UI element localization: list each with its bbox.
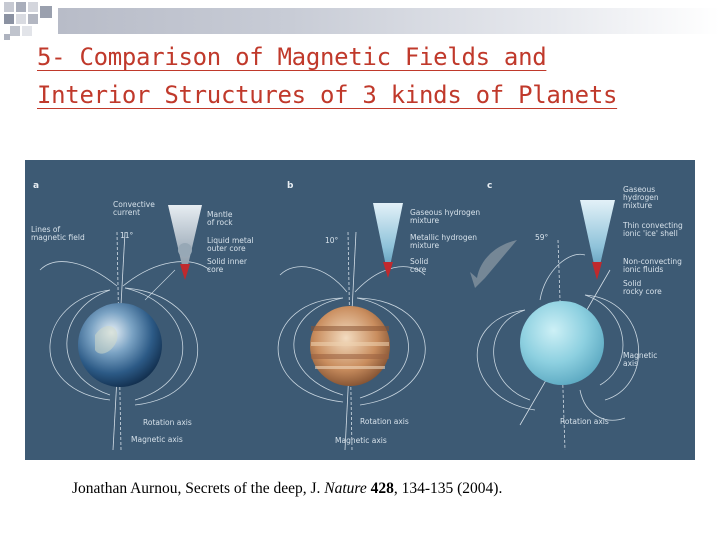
uranus-rocky-core-label: Solid rocky core bbox=[623, 279, 662, 296]
earth-tilt-label: 11° bbox=[120, 231, 134, 240]
uranus-tilt-label: 59° bbox=[535, 233, 549, 242]
earth-mantle-label: Mantle of rock bbox=[207, 210, 233, 227]
earth-planet bbox=[78, 303, 162, 387]
citation bbox=[72, 480, 692, 498]
figure-illustration bbox=[25, 160, 695, 460]
jupiter-rotation-axis-label: Rotation axis bbox=[360, 417, 409, 426]
citation-pages-year: , 134-135 (2004). bbox=[393, 480, 503, 497]
earth-field-lines-label: Lines of magnetic field bbox=[31, 225, 85, 242]
uranus-magnetic-axis-label: Magnetic axis bbox=[623, 351, 658, 368]
earth-convective-current-label: Convective current bbox=[113, 200, 155, 217]
earth-outer-core-label: Liquid metal outer core bbox=[207, 236, 254, 253]
panel-a-letter: a bbox=[33, 181, 40, 191]
earth-magnetic-axis-label: Magnetic axis bbox=[131, 435, 183, 444]
jupiter-magnetic-axis-label: Magnetic axis bbox=[335, 436, 387, 445]
uranus-rocky-core bbox=[592, 262, 602, 280]
jupiter-gaseous-label: Gaseous hydrogen mixture bbox=[410, 208, 481, 225]
uranus-gaseous-label: Gaseous hydrogen mixture bbox=[623, 185, 659, 210]
planet-comparison-figure bbox=[25, 160, 695, 460]
earth-callout-line bbox=[145, 270, 175, 300]
uranus-planet bbox=[520, 301, 604, 385]
earth-inner-core bbox=[180, 264, 190, 280]
uranus-nonconvecting-label: Non-convecting ionic fluids bbox=[623, 257, 682, 274]
uranus-thin-shell-label: Thin convecting ionic 'ice' shell bbox=[623, 221, 683, 238]
panel-c-letter: c bbox=[487, 181, 493, 191]
jupiter-tilt-label: 10° bbox=[325, 236, 339, 245]
slide-title bbox=[37, 38, 697, 114]
panel-b-letter: b bbox=[287, 181, 294, 191]
earth-inner-core-label: Solid inner core bbox=[207, 257, 247, 274]
uranus-tilt-arrow bbox=[470, 240, 517, 288]
slide-title-line-1: 5- Comparison of Magnetic Fields and bbox=[37, 43, 547, 71]
jupiter-core-label: Solid core bbox=[410, 257, 429, 274]
uranus-rotation-axis-label: Rotation axis bbox=[560, 417, 609, 426]
earth-rotation-axis-label: Rotation axis bbox=[143, 418, 192, 427]
jupiter-core bbox=[383, 262, 393, 278]
earth-outer-core bbox=[178, 243, 192, 257]
decorative-top-bar bbox=[58, 8, 720, 34]
citation-journal: Nature bbox=[324, 480, 367, 497]
citation-volume: 428 bbox=[370, 480, 394, 497]
citation-author: Jonathan Aurnou, Secrets of the deep, J. bbox=[72, 480, 321, 497]
slide-title-line-2: Interior Structures of 3 kinds of Planets bbox=[37, 81, 618, 109]
jupiter-metallic-label: Metallic hydrogen mixture bbox=[410, 233, 477, 250]
